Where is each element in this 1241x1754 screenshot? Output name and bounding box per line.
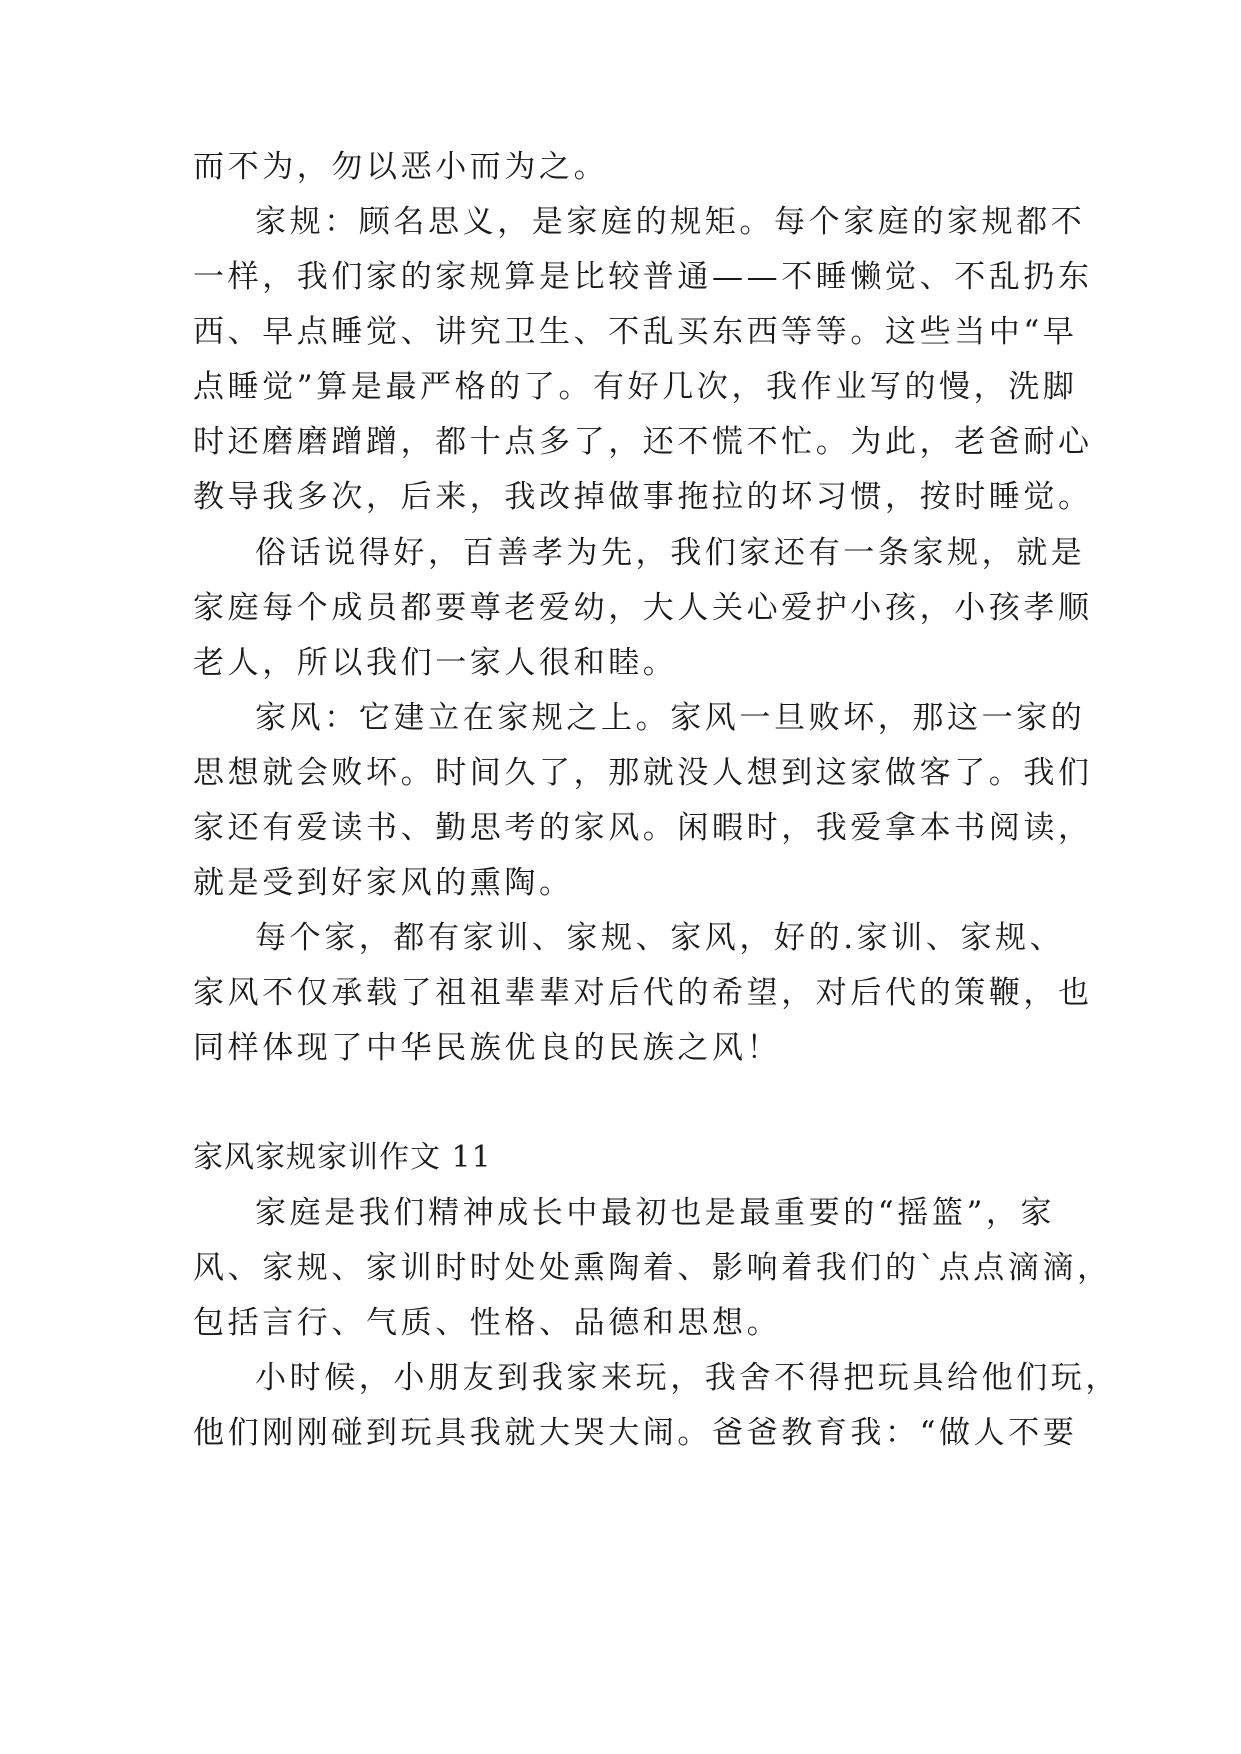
text-line: 一样，我们家的家规算是比较普通——不睡懒觉、不乱扔东 [193, 259, 1093, 295]
text-line: 家规：顾名思义，是家庭的规矩。每个家庭的家规都不 [255, 204, 1086, 240]
text-line: 点睡觉”算是最严格的了。有好几次，我作业写的慢，洗脚 [193, 369, 1078, 405]
text-line: 风、家规、家训时时处处熏陶着、影响着我们的`点点滴滴， [193, 1250, 1112, 1286]
text-line: 同样体现了中华民族优良的民族之风！ [193, 1030, 782, 1066]
text-line: 就是受到好家风的熏陶。 [193, 865, 574, 901]
text-line: 家风不仅承载了祖祖辈辈对后代的希望，对后代的策鞭，也 [193, 975, 1093, 1011]
text-line: 家庭每个成员都要尊老爱幼，大人关心爱护小孩，小孩孝顺 [193, 590, 1093, 626]
text-line: 而不为，勿以恶小而为之。 [193, 149, 609, 185]
text-line: 老人，所以我们一家人很和睦。 [193, 645, 678, 681]
text-line: 西、早点睡觉、讲究卫生、不乱买东西等等。这些当中“早 [193, 314, 1078, 350]
text-line: 小时候，小朋友到我家来玩，我舍不得把玩具给他们玩， [255, 1360, 1120, 1396]
text-line: 家风：它建立在家规之上。家风一旦败坏，那这一家的 [255, 700, 1086, 736]
text-line: 教导我多次，后来，我改掉做事拖拉的坏习惯，按时睡觉。 [193, 479, 1093, 515]
text-line: 家庭是我们精神成长中最初也是最重要的“摇篮”，家 [255, 1195, 1056, 1231]
text-line: 每个家，都有家训、家规、家风，好的.家训、家规、 [255, 920, 1065, 956]
text-line: 包括言行、气质、性格、品德和思想。 [193, 1305, 782, 1341]
text-line: 时还磨磨蹭蹭，都十点多了，还不慌不忙。为此，老爸耐心 [193, 424, 1093, 460]
text-line: 他们刚刚碰到玩具我就大哭大闹。爸爸教育我：“做人不要 [193, 1415, 1078, 1451]
section-heading: 家风家规家训作文 11 [193, 1140, 492, 1175]
text-line: 俗话说得好，百善孝为先，我们家还有一条家规，就是 [255, 535, 1086, 571]
text-line: 家还有爱读书、勤思考的家风。闲暇时，我爱拿本书阅读， [193, 810, 1093, 846]
text-line: 思想就会败坏。时间久了，那就没人想到这家做客了。我们 [193, 755, 1093, 791]
